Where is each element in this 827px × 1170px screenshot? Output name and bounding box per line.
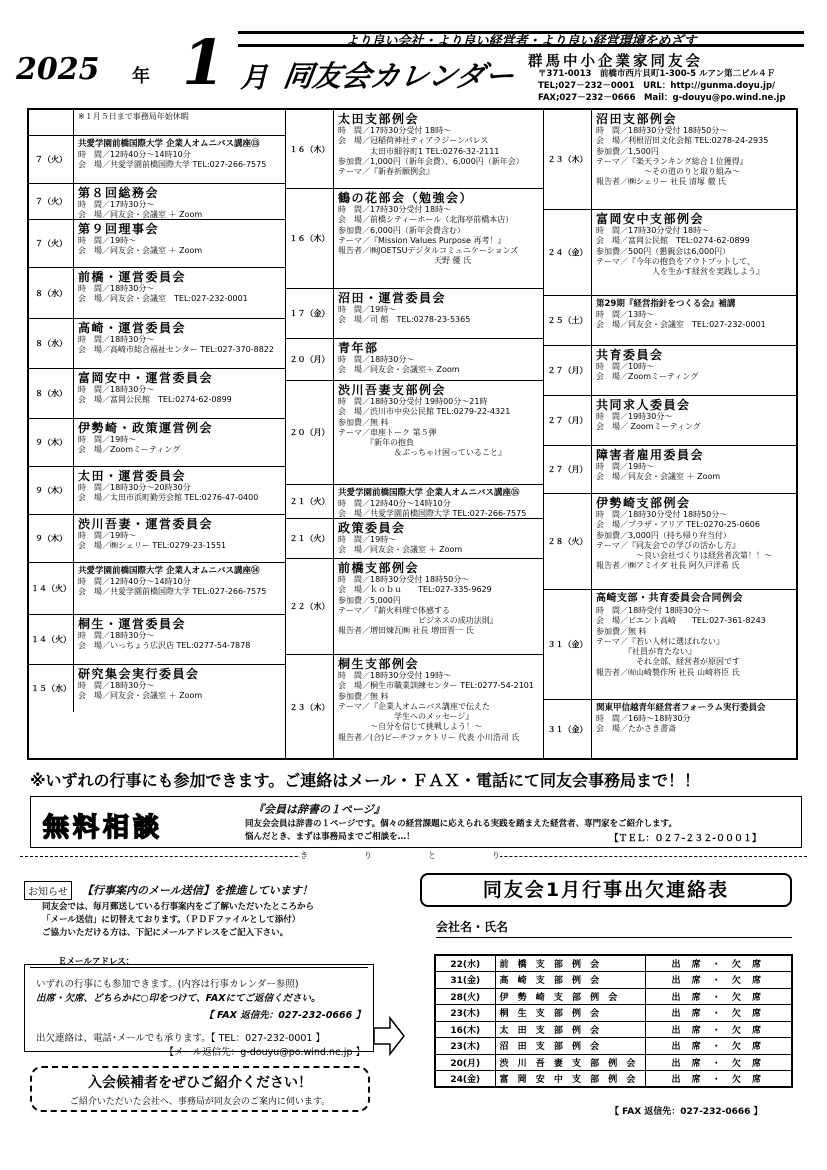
event-title: 鶴の花部会（勉強会） (338, 191, 474, 205)
event-title: 伊勢崎支部例会 (596, 496, 691, 510)
event-title: 桐生支部例会 (338, 657, 420, 671)
event-date: ８（水） (29, 369, 74, 418)
calendar-event (29, 665, 285, 712)
free-consultation-line2: 悩んだとき、まずは事務局までご相談を…！ (245, 832, 415, 842)
calendar-event (286, 381, 543, 485)
attendance-option[interactable]: 出 席 ・ 欠 席 (645, 1038, 792, 1055)
event-date: ８（水） (29, 319, 74, 368)
event-date: ２３（木） (544, 110, 592, 209)
event-detail: 時 間／18時30分～20時30分 (78, 483, 191, 492)
event-date: １６（木） (286, 189, 334, 288)
event-title: 太田支部例会 (338, 112, 420, 126)
event-date: ２７（月） (544, 446, 592, 493)
event-title: 共愛学園前橋国際大学 企業人オムニバス講座⑮ (338, 488, 520, 498)
event-body (592, 346, 796, 395)
event-title: 研究集会実行委員会 (78, 667, 200, 681)
event-detail: 参加費／5,000円 (338, 595, 401, 605)
attendance-row (435, 1038, 792, 1055)
free-consultation-heading: 『会員は辞書の１ページ』 (253, 803, 385, 816)
event-detail: テーマ／『今年の抱負をアウトプットして、 (596, 256, 756, 266)
event-detail: 報告者／(合)ビーチファクトリー 代表 小川浩司 氏 (338, 732, 520, 742)
event-title: 関東甲信越青年経営者フォーラム実行委員会 (596, 703, 766, 713)
calendar-event (286, 559, 543, 655)
event-date: ２５（土） (544, 296, 592, 345)
attendance-date: 24(金) (435, 1071, 495, 1088)
event-detail: 時 間／13時～ (596, 310, 655, 319)
attendance-date: 22(水) (435, 955, 495, 972)
event-detail: 時 間／18時30分～ (338, 355, 415, 364)
event-title: 前橋・運営委員会 (78, 270, 187, 284)
company-name-field[interactable] (436, 937, 792, 938)
email-notice-heading: 【行事案内のメール送信】を推進しています！ (82, 884, 313, 897)
event-detail: 会 場／同友会・会議室 ＋ Zoom (78, 246, 203, 256)
free-consultation-tel: 【ＴＥＬ：０２７-２３２-０００１】 (609, 834, 761, 844)
calendar-event (544, 446, 796, 494)
cut-label (300, 850, 500, 861)
calendar-event (544, 346, 796, 396)
event-detail: 会 場／プラザ・アリア TEL:0270-25-0606 (596, 520, 760, 530)
event-body (592, 446, 796, 493)
event-date: ２０（月） (286, 339, 334, 380)
event-body (334, 381, 543, 484)
event-title: 共育委員会 (596, 348, 664, 362)
calendar-event (29, 369, 285, 419)
attendance-table (434, 954, 793, 1088)
event-detail: 時 間／12時40分～14時10分 (338, 499, 451, 508)
attendance-option[interactable]: 出 席 ・ 欠 席 (645, 1071, 792, 1088)
event-detail: 参加費／無 料 (338, 691, 389, 701)
event-title: 政策委員会 (338, 521, 406, 535)
free-consultation-box (30, 796, 802, 848)
calendar-event (286, 485, 543, 519)
attendance-option[interactable]: 出 席 ・ 欠 席 (645, 988, 792, 1005)
event-date: １７（金） (286, 289, 334, 338)
event-detail: 時 間／17時30分受付 18時～ (338, 126, 452, 135)
attendance-event: 太 田 支 部 例 会 (495, 1021, 645, 1038)
event-detail: 会 場／太田市浜町勤労会館 TEL:0276-47-0400 (78, 493, 259, 503)
event-detail: 時 間／19時30分～ (596, 412, 673, 421)
event-detail: 時 間／18時30分～ (78, 631, 155, 640)
event-date: ２２（水） (286, 559, 334, 654)
event-detail: 太田市細谷町1 TEL:0276-32-2111 (338, 146, 500, 156)
referral-title: 入会候補者をぜひご紹介ください！ (88, 1075, 312, 1091)
event-detail: 会 場／Zoomミーティング (596, 372, 699, 382)
event-detail: 時 間／18時30分～ (78, 284, 155, 293)
event-body (334, 655, 543, 760)
event-body (334, 110, 543, 188)
event-detail: 『社員が育たない』 (596, 647, 696, 657)
event-date: ３１（金） (544, 590, 592, 699)
event-detail: 会 場／渋川市中央公民館 TEL:0279-22-4321 (338, 407, 511, 417)
attendance-event: 前 橋 支 部 例 会 (495, 955, 645, 972)
event-body (74, 369, 285, 418)
event-detail: 人を生かす経営を実践しよう』 (596, 267, 764, 277)
attendance-row (435, 1021, 792, 1038)
attendance-row (435, 972, 792, 989)
event-body (334, 339, 543, 380)
event-date: ８（水） (29, 268, 74, 318)
calendar-event (286, 655, 543, 760)
event-date: ９（木） (29, 419, 74, 466)
event-title: 富岡安中・運営委員会 (78, 371, 214, 385)
calendar-event (286, 519, 543, 559)
event-body (74, 184, 285, 219)
event-detail: 会 場／㈱シェリー TEL:0279-23-1551 (78, 541, 227, 551)
org-name: 群馬中小企業家同友会 (528, 54, 703, 70)
referral-box (30, 1066, 370, 1112)
event-body (592, 494, 796, 589)
org-address: 〒371-0013 前橋市西片貝町1-300-5 ルアン第二ビル４Ｆ (538, 69, 776, 79)
event-body (74, 136, 285, 183)
calendar-event (544, 494, 796, 590)
event-detail: 会 場／同友会・会議室 TEL:027-232-0001 (596, 320, 766, 330)
event-detail: 会 場／司 館 TEL:0278-23-5365 (338, 315, 471, 325)
event-detail: 会 場／同友会・会議室 ＋ Zoom (78, 691, 203, 701)
event-date: ９（木） (29, 515, 74, 562)
event-body (74, 220, 285, 267)
calendar-event (544, 590, 796, 700)
event-detail: 天野 優 氏 (338, 256, 472, 266)
org-tel-url: TEL;027－232－0001 URL：http://gunma.doyu.jp/ (538, 81, 776, 91)
event-detail: 参加費／無 料 (596, 626, 647, 636)
calendar-event (544, 110, 796, 210)
calendar-column (286, 110, 544, 758)
event-body (334, 559, 543, 654)
event-detail: 参加費／500円（懇親会は6,000円） (596, 246, 731, 256)
free-consultation-logo: 無料相談 (43, 813, 164, 843)
event-date: １６（木） (286, 110, 334, 188)
event-detail: 時 間／18時30分～ (78, 385, 155, 394)
calendar-event (29, 563, 285, 615)
event-date: ２１（火） (286, 519, 334, 558)
event-detail: 時 間／18時30分受付 18時50分～ (596, 510, 728, 519)
participation-notice: ※いずれの行事にも参加できます。ご連絡はメール・ＦＡＸ・電話にて同友会事務局まで！！ (30, 771, 700, 790)
event-date: ９（木） (29, 467, 74, 514)
calendar-column (544, 110, 796, 758)
attendance-date: 28(火) (435, 988, 495, 1005)
event-title: 共同求人委員会 (596, 398, 691, 412)
reply-line1: いずれの行事にも参加できます。(内容は行事カレンダー参照) (36, 979, 299, 990)
event-body (334, 289, 543, 338)
calendar-event (544, 296, 796, 346)
event-date: １４（火） (29, 615, 74, 664)
calendar-event (29, 319, 285, 369)
event-detail: 時 間／18時30分～ (78, 335, 155, 344)
calendar-year: 2025 (16, 52, 100, 87)
calendar-event (286, 110, 543, 189)
attendance-date: 23(木) (435, 1038, 495, 1055)
event-title: 第29期『経営指針をつくる会』補講 (596, 299, 736, 309)
event-detail: 時 間／19時～ (338, 535, 397, 544)
event-detail: 時 間／19時～ (338, 305, 397, 314)
reply-mail: 【メール返信先：g-douyu@po.wind.ne.jp 】 (164, 1047, 365, 1058)
attendance-event: 富 岡 安 中 支 部 例 会 (495, 1071, 645, 1088)
event-detail: 学生へのメッセージ』 (338, 712, 474, 722)
calendar-event (29, 615, 285, 665)
event-detail: 会 場／ビエント高崎 TEL:027-361-8243 (596, 616, 766, 626)
event-body (74, 268, 285, 318)
attendance-date: 31(金) (435, 972, 495, 989)
calendar-event (286, 189, 543, 289)
event-detail: ※１月５日まで事務局年始休暇 (78, 112, 189, 121)
event-detail: 会 場／共愛学園前橋国際大学 TEL:027-266-7575 (78, 160, 267, 170)
event-date: ２０（月） (286, 381, 334, 484)
attendance-option[interactable]: 出 席 ・ 欠 席 (645, 955, 792, 972)
event-detail: テーマ／車座トーク 第５弾 (338, 427, 437, 437)
event-detail: 会 場／富岡公民館 TEL:0274-62-0899 (596, 236, 750, 246)
attendance-event: 沼 田 支 部 例 会 (495, 1038, 645, 1055)
event-title: 渋川吾妻支部例会 (338, 383, 447, 397)
attendance-option[interactable]: 出 席 ・ 欠 席 (645, 1054, 792, 1071)
event-body (592, 110, 796, 209)
slogan: より良い会社・より良い経営者・より良い経営環境をめざす (238, 31, 804, 47)
event-detail: 時 間／10時～ (596, 362, 655, 371)
event-date: ２７（月） (544, 396, 592, 445)
event-detail: 時 間／17時30分受付 18時～ (596, 226, 710, 235)
event-detail: 時 間／18時30分受付 19時～ (338, 671, 452, 680)
attendance-date: 23(木) (435, 1005, 495, 1022)
event-date: ３１（金） (544, 700, 592, 758)
event-detail: 時 間／17時30分受付 18時～ (338, 205, 452, 214)
calendar-column (29, 110, 286, 758)
event-date: ２７（月） (544, 346, 592, 395)
attendance-option[interactable]: 出 席 ・ 欠 席 (645, 1021, 792, 1038)
calendar-event (29, 419, 285, 467)
event-body (74, 467, 285, 514)
event-date: ２４（金） (544, 210, 592, 295)
year-suffix: 年 (132, 66, 150, 87)
event-detail: 報告者／㈱アミイダ 社長 阿久戸洋希 氏 (596, 561, 740, 571)
event-detail: それ全部、経営者が原因です (596, 657, 740, 667)
event-title: 前橋支部例会 (338, 561, 420, 575)
event-detail: 参加費／6,000円（新年会費含む） (338, 225, 465, 235)
calendar-event (29, 110, 285, 136)
event-title: 桐生・運営委員会 (78, 617, 187, 631)
attendance-option[interactable]: 出 席 ・ 欠 席 (645, 972, 792, 989)
event-detail: 会 場／共愛学園前橋国際大学 TEL:027-266-7575 (338, 509, 527, 518)
event-title: 渋川吾妻・運営委員会 (78, 517, 214, 531)
event-detail: 時 間／18時30分受付 18時50分～ (338, 575, 470, 584)
event-title: 高崎・運営委員会 (78, 321, 187, 335)
calendar-event (29, 184, 285, 220)
event-detail: テーマ／『Mission Values Purpose 再考！』 (338, 235, 506, 245)
calendar-event (544, 700, 796, 758)
calendar-event (544, 396, 796, 446)
calendar-event (29, 136, 285, 184)
event-detail: 会 場／ Zoomミーティング (596, 422, 701, 432)
event-body (592, 700, 796, 758)
event-date: ７（火） (29, 220, 74, 267)
event-body (74, 615, 285, 664)
company-name-label: 会社名・氏名 (436, 920, 509, 934)
event-detail: 会 場／同友会・会議室 ＋ Zoom (338, 545, 463, 555)
event-detail: 会 場／前橋シティーホール（北海亭前橋本店） (338, 215, 514, 225)
event-title: 伊勢崎・政策運営例会 (78, 421, 214, 435)
email-notice-line1: 同友会では、毎月郵送している行事案内をご了解いただいたところから (42, 902, 315, 912)
org-fax-mail: FAX;027－232－0666 Mail：g-douyu@po.wind.ne.jp (538, 93, 786, 103)
calendar-month: 1 (182, 26, 226, 99)
event-detail: 会 場／利根沼田文化会館 TEL:0278-24-2935 (596, 136, 769, 146)
attendance-row (435, 988, 792, 1005)
event-detail: ビジネスの成功法則』 (338, 616, 498, 626)
event-date: ２３（木） (286, 655, 334, 760)
event-body (74, 665, 285, 712)
email-address-field[interactable]: Ｅメールアドレス： (30, 955, 368, 968)
attendance-fax: 【 FAX 返信先：027-232-0666 】 (610, 1107, 763, 1117)
event-body (334, 189, 543, 288)
event-date: ７（火） (29, 184, 74, 219)
event-title: 第９回理事会 (78, 222, 160, 236)
calendar-event (286, 339, 543, 381)
event-detail: 報告者／㈱JOETSUデジタルコミュニケーションズ (338, 246, 519, 256)
event-detail: テーマ／『薪火料理で体感する (338, 605, 450, 615)
event-detail: 会 場／高崎市総合福祉センター TEL:027-370-8822 (78, 345, 274, 355)
referral-sub: ご紹介いただいた会社へ、事務局が同友会のご案内に伺います。 (69, 1097, 331, 1107)
attendance-title: 同友会1月行事出欠連絡表 (420, 873, 792, 907)
attendance-event: 伊 勢 崎 支 部 例 会 (495, 988, 645, 1005)
calendar-event (29, 268, 285, 319)
event-body (592, 296, 796, 345)
event-detail: 参加費／1,000円（新年会費）、6,000円（新年会） (338, 156, 524, 166)
event-detail: 会 場／桐生市職業訓練センター TEL:0277-54-2101 (338, 681, 534, 691)
event-calendar (27, 108, 798, 760)
event-detail: 時 間／19時～ (78, 435, 137, 444)
event-detail: 会 場／たかさき書斎 (596, 724, 676, 734)
event-detail: 時 間／12時40分～14時10分 (78, 577, 191, 586)
event-detail: ～良い会社づくりは経営者次第！！～ (596, 551, 772, 561)
event-title: 青年部 (338, 341, 379, 355)
attendance-row (435, 1054, 792, 1071)
event-detail: テーマ／『若い人材に選ばれない』 (596, 636, 724, 646)
event-detail: 会 場／同友会・会議室 TEL:027-232-0001 (78, 294, 248, 304)
event-body (74, 319, 285, 368)
calendar-event (544, 210, 796, 296)
event-body (74, 563, 285, 614)
calendar-event (29, 220, 285, 268)
event-detail: 会 場／同友会・会議室 ＋ Zoom (596, 472, 721, 482)
event-body (74, 419, 285, 466)
event-detail: 参加費／1,500円 (596, 146, 659, 156)
event-title: 障害者雇用委員会 (596, 448, 705, 462)
free-consultation-line1: 同友会会員は辞書の１ページです。個々の経営課題に応えられる実践を踏まえた経営者、専門家をご紹介します。 (245, 819, 677, 829)
event-detail: 時 間／19時～ (78, 531, 137, 540)
event-detail: 会 場／Zoomミーティング (78, 445, 181, 455)
calendar-event (29, 515, 285, 563)
right-arrow-icon (372, 1016, 406, 1056)
event-detail: 時 間／18時30分～ (78, 681, 155, 690)
event-date: ２８（火） (544, 494, 592, 589)
event-date: １５（水） (29, 665, 74, 712)
event-detail: 会 場／共愛学園前橋国際大学 TEL:027-266-7575 (78, 587, 267, 597)
event-detail: 会 場／富岡公民館 TEL:0274-62-0899 (78, 395, 232, 405)
event-detail: 報告者／㈲山崎製作所 社長 山崎将臣 氏 (596, 667, 740, 677)
event-title: 高崎支部・共育委員会合同例会 (596, 593, 743, 604)
event-detail: ＆ぶっちゃけ困っていること』 (338, 448, 506, 458)
event-detail: 報告者／増田煉瓦㈱ 社長 増田晋一 氏 (338, 626, 474, 636)
event-detail: テーマ／『企業人オムニバス講座で伝えた (338, 701, 490, 711)
event-title: 第８回総務会 (78, 186, 160, 200)
event-detail: 時 間／18時30分受付 18時50分～ (596, 126, 728, 135)
attendance-date: 20(月) (435, 1054, 495, 1071)
event-detail: テーマ／『新春祈願例会』 (338, 167, 434, 177)
event-title: 共愛学園前橋国際大学 企業人オムニバス講座⑬ (78, 139, 260, 149)
event-body (74, 515, 285, 562)
attendance-event: 高 崎 支 部 例 会 (495, 972, 645, 989)
event-body (592, 396, 796, 445)
event-date: １４（火） (29, 563, 74, 614)
cut-char: と (428, 851, 436, 860)
event-detail: 時 間／18時受付 18時30分～ (596, 606, 710, 615)
event-body (334, 485, 543, 518)
event-title: 富岡安中支部例会 (596, 212, 705, 226)
event-body (592, 210, 796, 295)
event-detail: 時 間／18時30分受付 19時00分～21時 (338, 397, 488, 406)
attendance-event: 渋 川 吾 妻 支 部 例 会 (495, 1054, 645, 1071)
event-date: ２１（火） (286, 485, 334, 518)
month-suffix: 月 (240, 61, 269, 94)
calendar-event (29, 467, 285, 515)
reply-fax: 【 FAX 返信先：027-232-0666 】 (204, 1010, 365, 1021)
attendance-row (435, 955, 792, 972)
cut-char: き (300, 851, 308, 860)
event-detail: 会 場／冠稲荷神社ティアラジーンパレス (338, 136, 489, 146)
event-title: 太田・運営委員会 (78, 469, 187, 483)
attendance-row (435, 1071, 792, 1088)
page-title: 同友会カレンダー (281, 59, 517, 93)
event-detail: 参加費／無 料 (338, 417, 389, 427)
event-title: 共愛学園前橋国際大学 企業人オムニバス講座⑭ (78, 566, 260, 576)
event-detail: 時 間／16時～18時30分 (596, 714, 691, 723)
event-detail: 会 場／いっちょう広沢店 TEL:0277-54-7878 (78, 641, 251, 651)
event-detail: テーマ／『同友会での学びの活かし方』 (596, 540, 740, 550)
event-detail: 時 間／12時40分～14時10分 (78, 150, 191, 159)
email-notice-line3: ご協力いただける方は、下記にメールアドレスをご記入下さい。 (42, 928, 289, 938)
event-detail: 会 場／ｋｏｂｕ TEL:027-335-9629 (338, 585, 492, 595)
cut-char: り (492, 851, 500, 860)
event-detail: 時 間／17時30分～ (78, 200, 155, 209)
event-detail: ～自分を信じて挑戦しよう！～ (338, 722, 482, 732)
email-notice-line2: 「メール送信」に切替えております。（ＰＤＦファイルとして添付） (42, 915, 301, 925)
event-detail: 会 場／同友会・会議室 ＋ Zoom (78, 210, 203, 219)
reply-line2: 出席・欠席、どちらかに○印をつけて、FAXにてご返信ください。 (36, 993, 321, 1004)
event-detail: テーマ／『楽天ランキング総合１位獲得』 (596, 156, 748, 166)
event-detail: 報告者／㈱シェリー 社長 清塚 徹 氏 (596, 177, 727, 187)
attendance-event: 桐 生 支 部 例 会 (495, 1005, 645, 1022)
event-date (29, 110, 74, 135)
event-detail: ～その道のりと取り組み～ (596, 167, 740, 177)
calendar-event (286, 289, 543, 339)
attendance-row (435, 1005, 792, 1022)
event-title: 沼田支部例会 (596, 112, 678, 126)
event-body (74, 110, 285, 135)
attendance-date: 16(木) (435, 1021, 495, 1038)
event-detail: 参加費／3,000円（持ち帰り弁当付） (596, 530, 731, 540)
cut-char: り (364, 851, 372, 860)
event-detail: 時 間／19時～ (596, 462, 655, 471)
event-detail: 時 間／19時～ (78, 236, 137, 245)
event-body (334, 519, 543, 558)
reply-line4: 出欠連絡は、電話･メールでも承ります。【 TEL：027-232-0001 】 (36, 1033, 325, 1044)
notice-tag: お知らせ (24, 881, 72, 900)
event-detail: 『新年の抱負 (338, 438, 414, 448)
event-date: ７（火） (29, 136, 74, 183)
event-detail: 会 場／同友会・会議室＋ Zoom (338, 365, 460, 375)
event-body (592, 590, 796, 699)
attendance-option[interactable]: 出 席 ・ 欠 席 (645, 1005, 792, 1022)
event-title: 沼田・運営委員会 (338, 291, 447, 305)
